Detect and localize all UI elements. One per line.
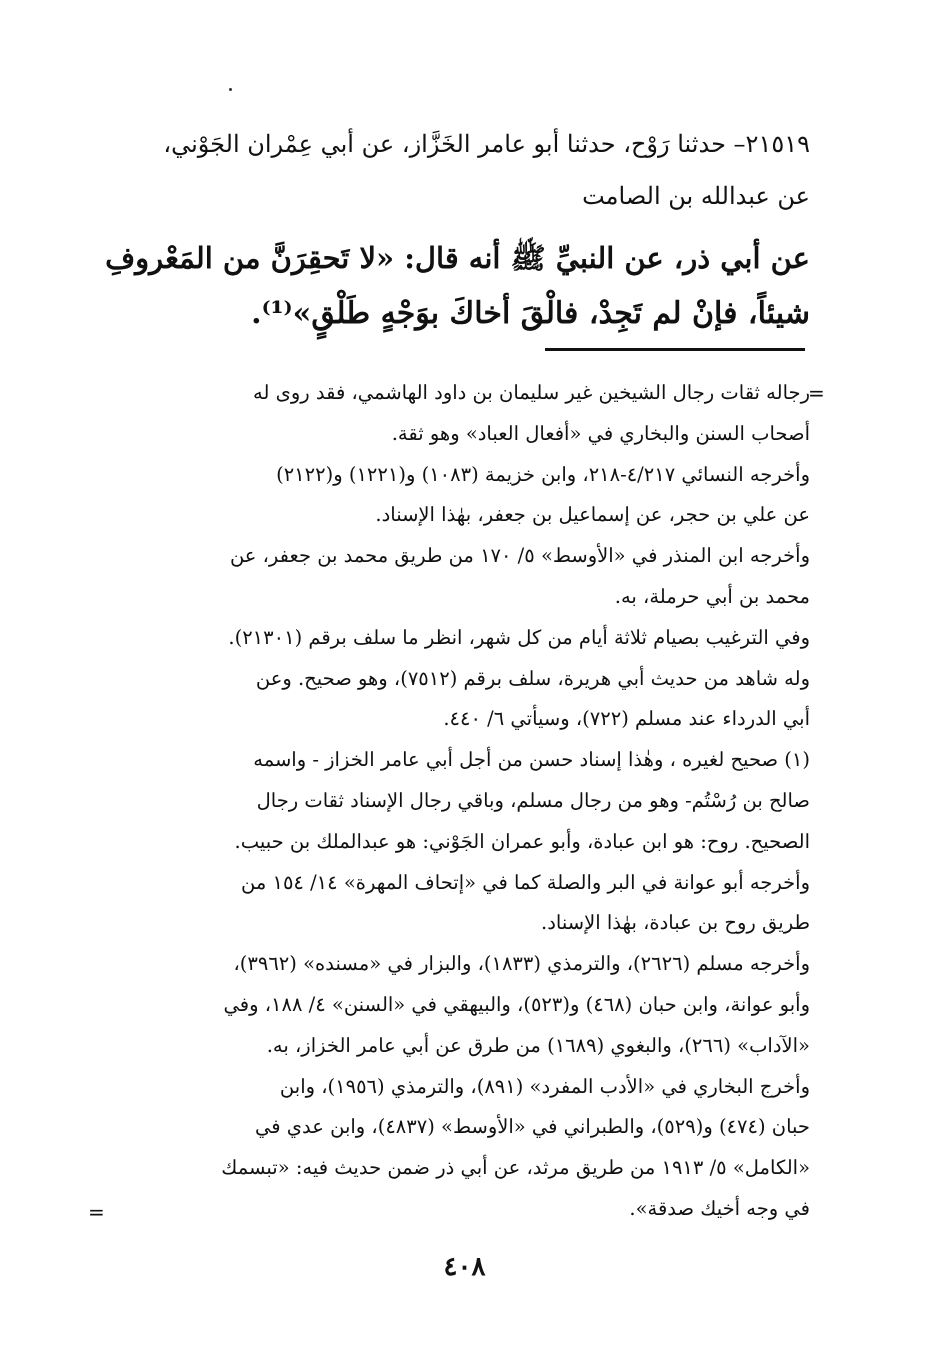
footnote-line: حبان (٤٧٤) و(٥٢٩)، والطبراني في «الأوسط» (٤٨٣٧)، وابن عدي في	[255, 1115, 810, 1139]
hadith-matn-line: عن أبي ذر، عن النبيِّ ﷺ أنه قال: «لا تَحقِرَنَّ من المَعْروفِ	[105, 241, 810, 275]
footnote-line: وأخرج البخاري في «الأدب المفرد» (٨٩١)، والترمذي (١٩٥٦)، وابن	[279, 1074, 810, 1098]
footnote-line: الصحيح. روح: هو ابن عبادة، وأبو عمران الجَوْني: هو عبدالملك بن حبيب.	[234, 829, 810, 853]
continuation-marker-bottom: =	[88, 1200, 105, 1224]
footnote-line: «الكامل» ٥/ ١٩١٣ من طريق مرثد، عن أبي ذر ضمن حديث فيه: «تبسمك	[221, 1156, 810, 1180]
footnote-line: صالح بن رُسْتُم- وهو من رجال مسلم، وباقي رجال الإسناد ثقات رجال	[256, 788, 810, 812]
footnote-line: أصحاب السنن والبخاري في «أفعال العباد» وهو ثقة.	[391, 421, 810, 445]
scan-speck	[229, 88, 232, 91]
footnote-line: وفي الترغيب بصيام ثلاثة أيام من كل شهر، انظر ما سلف برقم (٢١٣٠١).	[228, 625, 810, 649]
footnote-line: عن علي بن حجر، عن إسماعيل بن جعفر، بهٰذا الإسناد.	[375, 503, 810, 527]
footnote-line: وأخرجه أبو عوانة في البر والصلة كما في «إتحاف المهرة» ١٤/ ١٥٤ من	[240, 870, 810, 894]
page-number: ٤٠٨	[443, 1252, 486, 1282]
footnote-line: (١) صحيح لغيره ، وهٰذا إسناد حسن من أجل أبي عامر الخزاز - واسمه	[253, 748, 810, 772]
footnote-line: وأخرجه مسلم (٢٦٢٦)، والترمذي (١٨٣٣)، والبزار في «مسنده» (٣٩٦٢)،	[233, 952, 810, 976]
hadith-header-line: ٢١٥١٩– حدثنا رَوْح، حدثنا أبو عامر الخَزَّاز، عن أبي عِمْران الجَوْني،	[163, 130, 810, 158]
footnote-line: طريق روح بن عبادة، بهٰذا الإسناد.	[541, 911, 810, 935]
hadith-header	[98, 118, 810, 222]
continuation-marker-top: =	[808, 381, 825, 405]
hadith-matn-line: شيئاً، فإنْ لم تَجِدْ، فالْقَ أخاكَ بوَجْهٍ طَلْقٍ»⁽¹⁾.	[251, 296, 810, 331]
hadith-matn	[98, 230, 810, 342]
footnote-line: وله شاهد من حديث أبي هريرة، سلف برقم (٧٥١٢)، وهو صحيح. وعن	[255, 666, 810, 690]
footnote-line: وأبو عوانة، وابن حبان (٤٦٨) و(٥٢٣)، والبيهقي في «السنن» ٤/ ١٨٨، وفي	[223, 992, 810, 1016]
footnote-line: أبي الدرداء عند مسلم (٧٢٢)، وسيأتي ٦/ ٤٤٠.	[443, 707, 810, 731]
footnote-line: رجاله ثقات رجال الشيخين غير سليمان بن داود الهاشمي، فقد روى له	[252, 381, 810, 404]
footnote-line: «الآداب» (٢٦٦)، والبغوي (١٦٨٩) من طرق عن أبي عامر الخزاز، به.	[266, 1033, 810, 1057]
footnote-line: وأخرجه النسائي ٤/٢١٧-٢١٨، وابن خزيمة (١٠٨٣) و(١٢٢١) و(٢١٢٢)	[276, 462, 810, 486]
footnote-line: وأخرجه ابن المنذر في «الأوسط» ٥/ ١٧٠ من طريق محمد بن جعفر، عن	[229, 544, 810, 568]
hadith-header-line: عن عبدالله بن الصامت	[582, 182, 810, 210]
footnotes	[98, 373, 810, 1230]
footnote-line: في وجه أخيك صدقة».	[629, 1196, 810, 1220]
footnote-line: محمد بن أبي حرملة، به.	[614, 584, 810, 608]
footnote-separator	[545, 348, 805, 351]
